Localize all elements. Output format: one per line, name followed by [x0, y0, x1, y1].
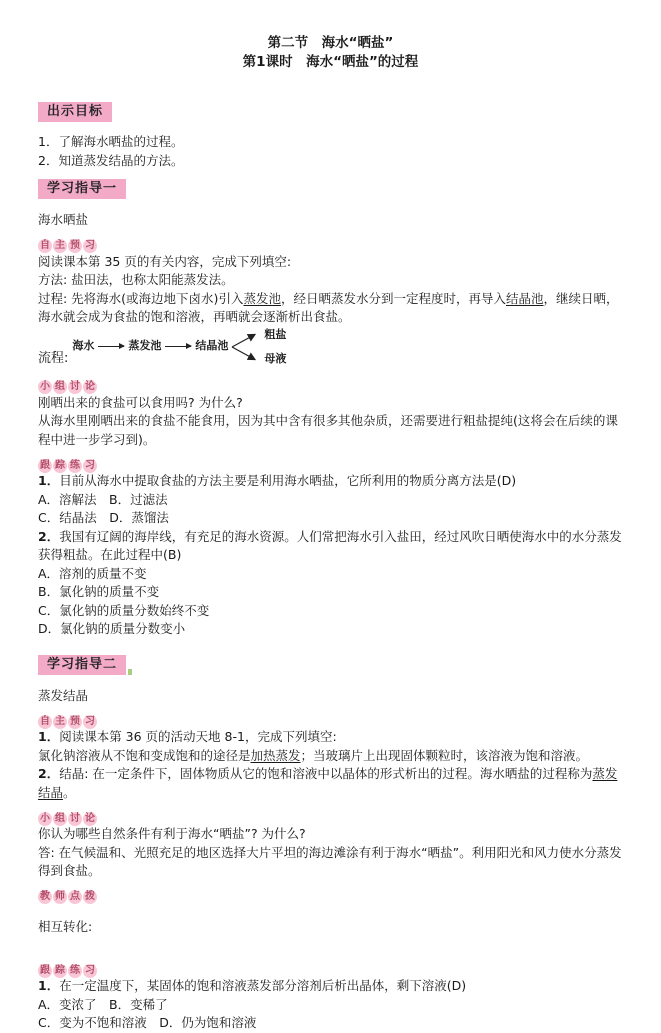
guide2-line-1: 1．阅读课本第 36 页的活动天地 8-1，完成下列填空:: [38, 729, 337, 744]
goal-item-1: 1．了解海水晒盐的过程。: [38, 134, 184, 149]
flow-output-mother-liquor: 母液: [264, 351, 287, 365]
flow-node-evaporation-pond: 蒸发池: [128, 339, 162, 353]
arrow-right-icon: [165, 346, 191, 347]
discuss-bubble-label-2: 小 组 讨 论: [40, 812, 95, 824]
practice2-q1-options-ab: A．变浓了 B．变稀了: [38, 996, 168, 1012]
practice1-q2-option-d: D．氯化钠的质量分数变小: [38, 621, 186, 636]
flow-output-crude-salt: 粗盐: [264, 327, 287, 341]
practice-bubble-label-1: 跟 踪 练 习: [40, 459, 95, 471]
practice2-question-1: 1．在一定温度下，某固体的饱和溶液蒸发部分溶剂后析出晶体，剩下溶液(D): [38, 978, 467, 993]
discuss-bubble-label-1: 小 组 讨 论: [40, 381, 95, 392]
practice1-q2-option-c: C．氯化钠的质量分数始终不变: [38, 602, 210, 618]
tips-bubble-label: 教 师 点 拨: [40, 891, 95, 902]
stray-mark: [128, 669, 132, 675]
practice1-q2-option-a: A．溶剂的质量不变: [38, 565, 147, 581]
guide2-line-2: 氯化钠溶液从不饱和变成饱和的途径是加热蒸发；当玻璃片上出现固体颗粒时，该溶液为饱和溶液。: [38, 747, 589, 763]
guide2-discussion-question: 你认为哪些自然条件有利于海水“晒盐”? 为什么?: [38, 826, 306, 841]
page-title: 第二节 海水“晒盐”: [267, 35, 394, 51]
practice1-q2-option-b: B．氯化钠的质量不变: [38, 584, 160, 599]
section-header-guide2: 学习指导二: [38, 655, 126, 675]
page-subtitle: 第1课时 海水“晒盐”的过程: [242, 54, 419, 70]
arrow-right-icon: [98, 346, 124, 347]
flow-node-seawater: 海水: [72, 339, 95, 353]
section-header-goals: 出示目标: [38, 102, 112, 122]
branch-arrows-icon: [230, 329, 262, 365]
preview-bubble-label-1: 自 主 预 习: [40, 240, 95, 251]
practice-bubble-label-2: 跟 踪 练 习: [40, 964, 95, 976]
guide1-process-line: 过程: 先将海水(或海边地下卤水)引入蒸发池，经日晒蒸发水分到一定程度时，再导入结晶池，继续日晒，海水就会成为食盐的饱和溶液，再晒就会逐渐析出食盐。: [38, 290, 619, 324]
guide2-line-3: 2．结晶: 在一定条件下，固体物质从它的饱和溶液中以晶体的形式析出的过程。海水晒盐的过程称为蒸发结晶。: [38, 766, 618, 800]
preview-bubble-label-2: 自 主 预 习: [40, 715, 95, 727]
guide2-discussion-answer: 答: 在气候温和、光照充足的地区选择大片平坦的海边滩涂有利于海水“晒盐”。利用阳光和风力使水分蒸发得到食盐。: [38, 844, 622, 878]
practice1-question-1: 1．目前从海水中提取食盐的方法主要是利用海水晒盐，它所利用的物质分离方法是(D): [38, 473, 517, 488]
guide2-topic: 蒸发结晶: [38, 687, 89, 703]
flow-node-crystallization-pond: 结晶池: [195, 339, 229, 353]
guide1-method-line: 方法: 盐田法，也称太阳能蒸发法。: [38, 272, 234, 287]
mutual-conversion-label: 相互转化:: [38, 918, 93, 934]
practice1-q1-options-ab: A．溶解法 B．过滤法: [38, 491, 168, 507]
guide1-read-line: 阅读课本第 35 页的有关内容，完成下列填空:: [38, 253, 292, 269]
practice1-q1-options-cd: C．结晶法 D．蒸馏法: [38, 510, 169, 525]
goal-item-2: 2．知道蒸发结晶的方法。: [38, 152, 184, 168]
practice2-q1-options-cd: C．变为不饱和溶液 D．仍为饱和溶液: [38, 1015, 257, 1030]
guide1-topic: 海水晒盐: [38, 212, 89, 227]
section-header-guide1: 学习指导一: [38, 179, 126, 199]
guide1-discussion-question: 刚晒出来的食盐可以食用吗? 为什么?: [38, 394, 243, 410]
guide1-discussion-answer: 从海水里刚晒出来的食盐不能食用，因为其中含有很多其他杂质，还需要进行粗盐提纯(这将会在后续的课程中进一步学习到)。: [38, 413, 618, 447]
practice1-question-2: 2．我国有辽阔的海岸线，有充足的海水资源。人们常把海水引入盐田，经过风吹日晒使海水中的水分蒸发获得粗盐。在此过程中(B): [38, 528, 622, 562]
flow-label: 流程:: [38, 351, 69, 366]
flow-diagram: [38, 329, 623, 371]
